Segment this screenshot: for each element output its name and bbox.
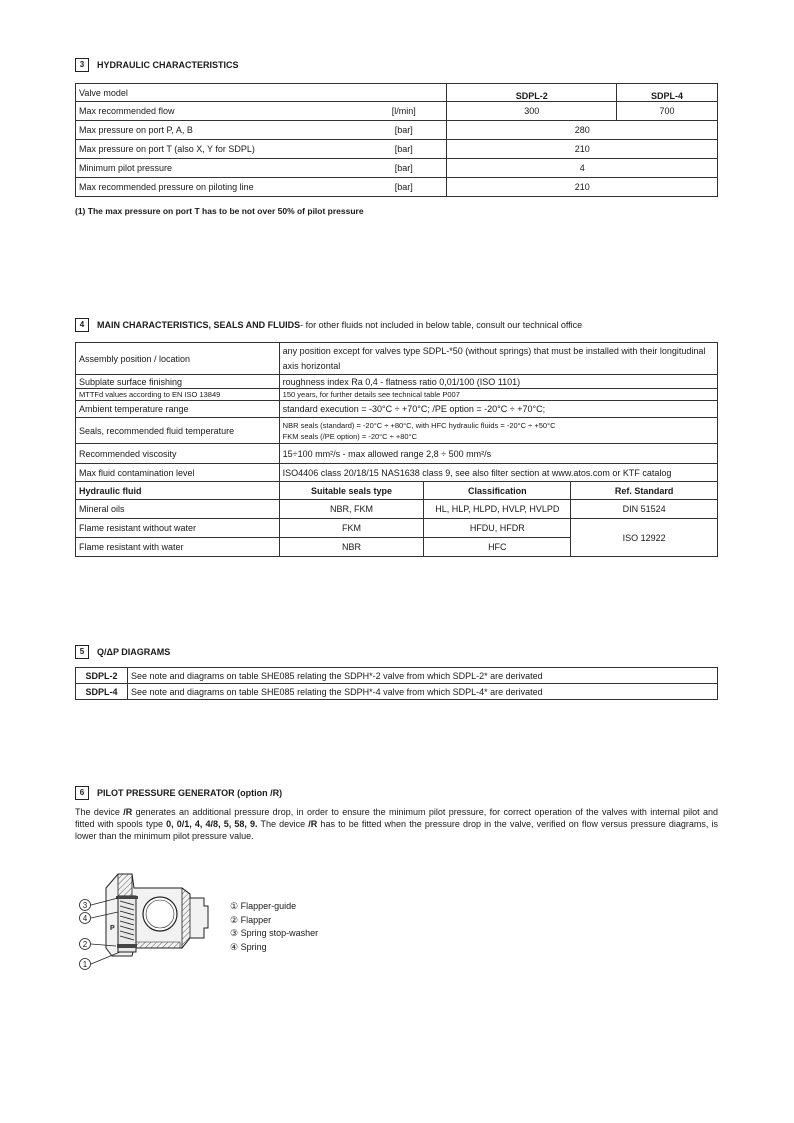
fluid-classification: HL, HLP, HLPD, HVLP, HVLPD — [424, 500, 571, 519]
section-title: MAIN CHARACTERISTICS, SEALS AND FLUIDS — [97, 320, 301, 330]
row-value: standard execution = -30°C ÷ +70°C; /PE option = -20°C ÷ +70°C; — [279, 401, 717, 418]
table-row — [76, 401, 718, 418]
pilot-generator-drawing — [72, 868, 218, 972]
row-label: Minimum pilot pressure — [76, 159, 362, 178]
seals-nbr-line: NBR seals (standard) = -20°C ÷ +80°C, with HFC hydraulic fluids = -20°C ÷ +50°C — [282, 420, 556, 430]
callout-2 — [80, 939, 91, 950]
row-value: 4 — [447, 159, 718, 178]
legend-item: ④ Spring — [230, 941, 267, 952]
body-wall-hatch — [182, 888, 190, 948]
row-label: Max recommended flow — [76, 102, 362, 121]
col-sdpl-2: SDPL-2 — [447, 84, 617, 102]
model-cell: SDPL-2 — [76, 668, 128, 684]
section-number: 6 — [75, 786, 89, 800]
main-characteristics-table — [75, 342, 718, 557]
table-row — [76, 519, 718, 538]
section-3-header — [75, 58, 239, 72]
diagrams-table — [75, 667, 718, 700]
table-row — [76, 375, 718, 389]
row-value: 280 — [447, 121, 718, 140]
row-label: Max recommended pressure on piloting line — [76, 178, 362, 197]
value-sdpl-2: 300 — [447, 102, 617, 121]
table-row — [76, 178, 718, 197]
fluid-name: Flame resistant with water — [76, 538, 280, 557]
fluid-name: Flame resistant without water — [76, 519, 280, 538]
pilot-generator-description: The device /R generates an additional pressure drop, in order to ensure the minimum pilot pressure, for correct operation of the valves with internal pilot and fitted with spools type 0, 0/1, 4, 4/8, 5, 58, 9. The device /R has to be fitted when the pressure drop in the valve, verified on flow versus pressure diagrams, is lower than the minimum pilot pressure value. — [75, 807, 718, 841]
row-value: ISO4406 class 20/18/15 NAS1638 class 9, see also filter section at www.atos.com or KTF catalog — [279, 464, 717, 482]
row-unit: [bar] — [361, 178, 447, 197]
section-subtitle: - for other fluids not included in below table, consult our technical office — [300, 320, 583, 330]
hydraulic-characteristics-table — [75, 83, 718, 197]
section-number: 4 — [75, 318, 89, 332]
port-circle — [143, 897, 177, 931]
row-label: Max pressure on port T (also X, Y for SDPL) — [76, 140, 362, 159]
legend-item: ③ Spring stop-washer — [230, 928, 319, 938]
row-label: Ambient temperature range — [76, 401, 280, 418]
fluid-name: Mineral oils — [76, 500, 280, 519]
row-value: 150 years, for further details see technical table P007 — [279, 389, 717, 401]
section-title: Q/ΔP DIAGRAMS — [97, 647, 171, 657]
legend-item: ① Flapper-guide — [230, 901, 297, 911]
table-row — [76, 668, 718, 684]
row-unit: [bar] — [361, 159, 447, 178]
value-sdpl-4: 700 — [617, 102, 718, 121]
table-row — [76, 500, 718, 519]
row-label: Assembly position / location — [76, 343, 280, 375]
row-label: Recommended viscosity — [76, 444, 280, 464]
fluid-standard: DIN 51524 — [571, 500, 718, 519]
section-6-header — [75, 786, 282, 800]
footnote: (1) The max pressure on port T has to be not over 50% of pilot pressure — [75, 206, 364, 216]
description-cell: See note and diagrams on table SHE085 relating the SDPH*-2 valve from which SDPL-2* are derivated — [127, 668, 717, 684]
section-5-header — [75, 645, 170, 659]
svg-text:1: 1 — [82, 960, 88, 969]
fluid-seals: FKM — [279, 519, 424, 538]
row-value — [279, 418, 717, 444]
svg-text:4: 4 — [82, 914, 88, 923]
classification-col-header: Classification — [424, 482, 571, 500]
row-value: 15÷100 mm²/s - max allowed range 2,8 ÷ 500 mm²/s — [279, 444, 717, 464]
seals-col-header: Suitable seals type — [279, 482, 424, 500]
row-value: 210 — [447, 140, 718, 159]
section-title: HYDRAULIC CHARACTERISTICS — [97, 60, 239, 70]
valve-model-label: Valve model — [76, 84, 447, 102]
fluid-classification: HFDU, HFDR — [424, 519, 571, 538]
fluid-col-header: Hydraulic fluid — [76, 482, 280, 500]
callout-3 — [80, 900, 91, 911]
table-row — [76, 140, 718, 159]
table-row — [76, 418, 718, 444]
row-unit: [bar] — [361, 140, 447, 159]
body-wall-hatch — [134, 942, 180, 948]
section-number: 5 — [75, 645, 89, 659]
section-number: 3 — [75, 58, 89, 72]
row-value: any position except for valves type SDPL-*50 (without springs) that must be installed with their longitudinal axis horizontal — [279, 343, 717, 375]
row-label: Max pressure on port P, A, B — [76, 121, 362, 140]
section-4-header — [75, 318, 582, 332]
drawing-legend — [230, 900, 318, 954]
fluid-seals: NBR, FKM — [279, 500, 424, 519]
row-label: MTTFd values according to EN ISO 13849 — [76, 389, 280, 401]
callout-1 — [80, 959, 91, 970]
callout-4 — [80, 913, 91, 924]
description-cell: See note and diagrams on table SHE085 relating the SDPH*-4 valve from which SDPL-4* are derivated — [127, 684, 717, 700]
svg-text:2: 2 — [82, 940, 88, 949]
row-value: 210 — [447, 178, 718, 197]
table-header-row — [76, 84, 718, 102]
legend-item: ② Flapper — [230, 914, 272, 925]
table-row — [76, 444, 718, 464]
row-label: Subplate surface finishing — [76, 375, 280, 389]
seals-fkm-line: FKM seals (/PE option) = -20°C ÷ +80°C — [282, 431, 418, 441]
stop-washer — [116, 896, 138, 899]
table-row — [76, 121, 718, 140]
row-label: Max fluid contamination level — [76, 464, 280, 482]
standard-col-header: Ref. Standard — [571, 482, 718, 500]
fluid-seals: NBR — [279, 538, 424, 557]
svg-text:3: 3 — [82, 901, 88, 910]
flapper — [117, 944, 137, 948]
fluid-standard: ISO 12922 — [571, 519, 718, 557]
fluid-classification: HFC — [424, 538, 571, 557]
fluid-header-row — [76, 482, 718, 500]
body-wall-hatch — [118, 874, 132, 896]
row-value: roughness index Ra 0,4 - flatness ratio 0,01/100 (ISO 1101) — [279, 375, 717, 389]
row-unit: [l/min] — [361, 102, 447, 121]
table-row — [76, 389, 718, 401]
port-label: P — [110, 925, 115, 932]
table-row — [76, 102, 718, 121]
row-label: Seals, recommended fluid temperature — [76, 418, 280, 444]
table-row — [76, 684, 718, 700]
table-row — [76, 464, 718, 482]
model-cell: SDPL-4 — [76, 684, 128, 700]
row-unit: [bar] — [361, 121, 447, 140]
table-row — [76, 159, 718, 178]
table-row — [76, 343, 718, 375]
col-sdpl-4: SDPL-4 — [617, 84, 718, 102]
section-title: PILOT PRESSURE GENERATOR (option /R) — [97, 788, 283, 798]
